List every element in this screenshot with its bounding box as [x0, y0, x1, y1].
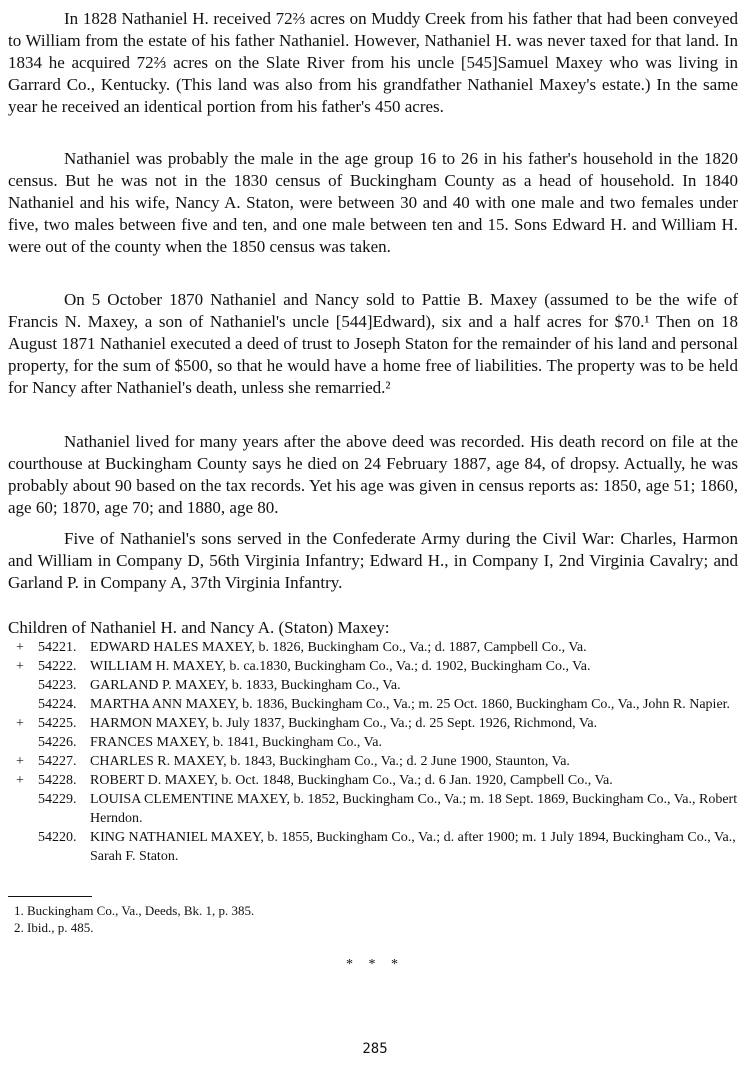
child-number: 54221. [38, 640, 77, 655]
footnote-1: 1. Buckingham Co., Va., Deeds, Bk. 1, p. 385. [14, 903, 255, 918]
page-number: 285 [362, 1041, 388, 1057]
child-entry: CHARLES R. MAXEY, b. 1843, Buckingham Co., Va.; d. 2 June 1900, Staunton, Va. [90, 754, 570, 769]
paragraph-census: Nathaniel was probably the male in the age group 16 to 26 in his father's household in the 1820 census. But he was not in the 1830 census of Buckingham County as a head of household. In 1840 Nathaniel and his wife, Nancy A. Staton, were between 30 and 40 with one male and two females under five, two males between five and ten, and one male between ten and 15. Sons Edward H. and William H. were out of the county when the 1850 census was taken. [8, 149, 738, 256]
section-separator: * * * [346, 957, 404, 972]
list-item [16, 638, 740, 657]
list-item [16, 676, 740, 695]
child-number: 54223. [38, 678, 77, 693]
child-entry: GARLAND P. MAXEY, b. 1833, Buckingham Co., Va. [90, 678, 401, 693]
children-heading: Children of Nathaniel H. and Nancy A. (Staton) Maxey: [8, 618, 390, 637]
paragraph-land-1828: In 1828 Nathaniel H. received 72⅔ acres on Muddy Creek from his father that had been conveyed to William from the estate of his father Nathaniel. However, Nathaniel H. was never taxed for that land. In 1834 he acquired 72⅔ acres on the Slate River from his uncle [545]Samuel Maxey who was living in Garrard Co., Kentucky. (This land was also from his grandfather Nathaniel Maxey's estate.) In the same year he received an identical portion from his father's 450 acres. [8, 9, 738, 116]
child-entry: ROBERT D. MAXEY, b. Oct. 1848, Buckingham Co., Va.; d. 6 Jan. 1920, Campbell Co., Va. [90, 773, 613, 788]
list-item [16, 790, 740, 828]
paragraph-deed-1870: On 5 October 1870 Nathaniel and Nancy sold to Pattie B. Maxey (assumed to be the wife of Francis N. Maxey, a son of Nathaniel's uncle [544]Edward), six and a half acres for $70.¹ Then on 18 August 1871 Nathaniel executed a deed of trust to Joseph Staton for the remainder of his land and personal property, for the sum of $500, so that he would have a home free of liabilities. The property was to be held for Nancy after Nathaniel's death, unless she remarried.² [8, 290, 738, 397]
children-list [16, 638, 740, 866]
child-number: 54226. [38, 735, 77, 750]
child-entry: LOUISA CLEMENTINE MAXEY, b. 1852, Buckingham Co., Va.; m. 18 Sept. 1869, Buckingham Co., Va., Robert Herndon. [90, 792, 738, 826]
footnote-2: 2. Ibid., p. 485. [14, 920, 94, 935]
child-entry: MARTHA ANN MAXEY, b. 1836, Buckingham Co., Va.; m. 25 Oct. 1860, Buckingham Co., Va., John R. Napier. [90, 697, 731, 712]
child-number: 54228. [38, 773, 77, 788]
list-item [16, 695, 740, 714]
descendant-marker: + [16, 716, 24, 731]
child-entry: HARMON MAXEY, b. July 1837, Buckingham Co., Va.; d. 25 Sept. 1926, Richmond, Va. [90, 716, 598, 731]
child-number: 54220. [38, 830, 77, 845]
list-item [16, 714, 740, 733]
child-entry: EDWARD HALES MAXEY, b. 1826, Buckingham Co., Va.; d. 1887, Campbell Co., Va. [90, 640, 587, 655]
child-entry: KING NATHANIEL MAXEY, b. 1855, Buckingham Co., Va.; d. after 1900; m. 1 July 1894, Buckingham Co., Va., Sarah F. Staton. [90, 830, 736, 864]
child-number: 54225. [38, 716, 77, 731]
footnote-divider [8, 896, 92, 897]
descendant-marker: + [16, 754, 24, 769]
list-item [16, 771, 740, 790]
list-item [16, 752, 740, 771]
descendant-marker: + [16, 640, 24, 655]
list-item [16, 828, 740, 866]
descendant-marker: + [16, 773, 24, 788]
list-item [16, 733, 740, 752]
child-entry: WILLIAM H. MAXEY, b. ca.1830, Buckingham Co., Va.; d. 1902, Buckingham Co., Va. [90, 659, 591, 674]
child-number: 54222. [38, 659, 77, 674]
descendant-marker: + [16, 659, 24, 674]
paragraph-civil-war: Five of Nathaniel's sons served in the Confederate Army during the Civil War: Charles, Harmon and William in Company D, 56th Virginia Infantry; Edward H., in Company I, 2nd Virginia Cavalry; and Garland P. in Company A, 37th Virginia Infantry. [8, 529, 738, 592]
paragraph-death-record: Nathaniel lived for many years after the above deed was recorded. His death record on file at the courthouse at Buckingham County says he died on 24 February 1887, age 84, of dropsy. Actually, he was probably about 90 based on the tax records. Yet his age was given in census reports as: 1850, age 51; 1860, age 60; 1870, age 70; and 1880, age 80. [8, 432, 738, 517]
child-number: 54227. [38, 754, 77, 769]
child-number: 54224. [38, 697, 77, 712]
child-number: 54229. [38, 792, 77, 807]
child-entry: FRANCES MAXEY, b. 1841, Buckingham Co., Va. [90, 735, 382, 750]
list-item [16, 657, 740, 676]
